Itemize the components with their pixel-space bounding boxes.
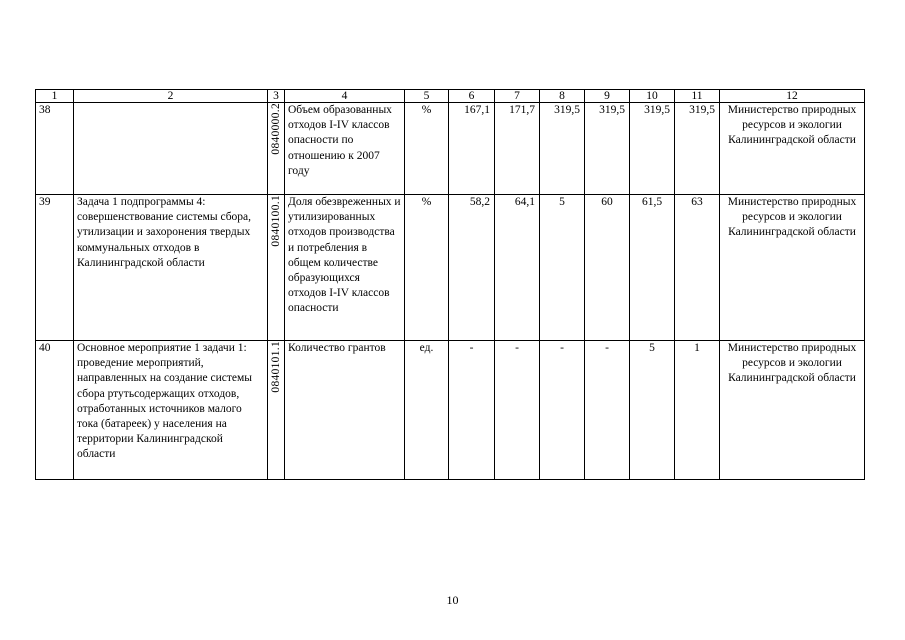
column-header: 2 <box>74 90 268 103</box>
row-code: 0840100.1 <box>270 195 282 247</box>
table-row <box>36 103 865 195</box>
column-header: 1 <box>36 90 74 103</box>
header-row <box>36 90 865 103</box>
row-code: 0840000.2 <box>270 103 282 155</box>
table-row <box>36 195 865 341</box>
column-header: 6 <box>449 90 495 103</box>
row-value: 319,5 <box>630 103 675 195</box>
row-value: - <box>495 341 540 480</box>
row-value: 171,7 <box>495 103 540 195</box>
row-number: 39 <box>36 195 74 341</box>
row-code: 0840101.1 <box>270 341 282 393</box>
row-unit: ед. <box>405 341 449 480</box>
row-number: 40 <box>36 341 74 480</box>
row-name: Задача 1 подпрограммы 4: совершенствование системы сбора, утилизации и захоронения твердых коммунальных отходов в Калининградской области <box>74 195 268 341</box>
column-header: 9 <box>585 90 630 103</box>
row-value: 319,5 <box>675 103 720 195</box>
column-header: 3 <box>268 90 285 103</box>
row-value: 5 <box>540 195 585 341</box>
column-header: 4 <box>285 90 405 103</box>
row-value: - <box>449 341 495 480</box>
row-value: 5 <box>630 341 675 480</box>
row-name: Основное мероприятие 1 задачи 1: проведение мероприятий, направленных на создание системы сбора ртутьсодержащих отходов, отработанных источников малого тока (батареек) у населения на территории Калининградской области <box>74 341 268 480</box>
row-name <box>74 103 268 195</box>
row-unit: % <box>405 103 449 195</box>
column-header: 12 <box>720 90 865 103</box>
row-value: 1 <box>675 341 720 480</box>
table-row <box>36 341 865 480</box>
row-value: 64,1 <box>495 195 540 341</box>
column-header: 8 <box>540 90 585 103</box>
column-header: 10 <box>630 90 675 103</box>
row-value: - <box>540 341 585 480</box>
row-code-cell <box>268 341 285 480</box>
column-header: 11 <box>675 90 720 103</box>
row-value: 58,2 <box>449 195 495 341</box>
column-header: 7 <box>495 90 540 103</box>
column-header: 5 <box>405 90 449 103</box>
row-unit: % <box>405 195 449 341</box>
row-code-cell <box>268 195 285 341</box>
row-value: 60 <box>585 195 630 341</box>
row-value: 63 <box>675 195 720 341</box>
row-value: 319,5 <box>540 103 585 195</box>
row-code-cell <box>268 103 285 195</box>
row-responsible: Министерство природных ресурсов и экологии Калининградской области <box>720 195 865 341</box>
row-indicator: Доля обезвреженных и утилизированных отходов производства и потребления в общем количестве образующихся отходов I-IV классов опасности <box>285 195 405 341</box>
row-indicator: Количество грантов <box>285 341 405 480</box>
row-value: 167,1 <box>449 103 495 195</box>
row-number: 38 <box>36 103 74 195</box>
row-responsible: Министерство природных ресурсов и экологии Калининградской области <box>720 103 865 195</box>
page-number: 10 <box>446 593 459 607</box>
row-value: - <box>585 341 630 480</box>
row-indicator: Объем образованных отходов I-IV классов опасности по отношению к 2007 году <box>285 103 405 195</box>
indicators-table <box>35 89 865 480</box>
row-value: 61,5 <box>630 195 675 341</box>
document-page <box>35 89 864 480</box>
row-value: 319,5 <box>585 103 630 195</box>
row-responsible: Министерство природных ресурсов и экологии Калининградской области <box>720 341 865 480</box>
